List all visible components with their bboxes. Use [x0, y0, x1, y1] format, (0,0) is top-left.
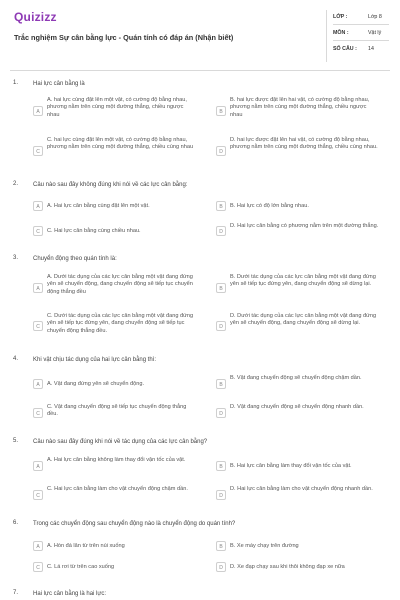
question-text: Khi vật chịu tác dụng của hai lực cân bằng thì:: [33, 357, 157, 363]
quizizz-logo: Quizizz: [14, 10, 57, 24]
option-text: B. Vật đang chuyển động sẽ chuyển động chậm dần.: [230, 375, 362, 381]
option-letter-b: B: [216, 461, 226, 471]
option-text: B. Dưới tác dụng của các lực cân bằng một vật đang đứng yên sẽ tiếp tục đứng yên, đang chuyển động sẽ dừng lại.: [230, 274, 376, 288]
question-number: 5.: [13, 438, 19, 444]
option-text: A. Hòn đá lăn từ trên núi xuống: [47, 543, 125, 549]
option-text: A. hai lực cùng đặt lên một vật, có cường độ bằng nhau, phương nằm trên cùng một đường thẳng, chiều ngược nhau: [47, 97, 187, 118]
option-letter-b: B: [216, 541, 226, 551]
question-text: Câu nào sau đây đúng khi nói về tác dụng của các lực cân bằng?: [33, 439, 208, 445]
option-letter-d: D: [216, 562, 226, 572]
question-text: Trong các chuyển động sau chuyển động nào là chuyển động do quán tính?: [33, 521, 236, 527]
question-number: 3.: [13, 255, 19, 261]
option-letter-a: A: [33, 106, 43, 116]
option-letter-c: C: [33, 562, 43, 572]
option-text: C. Hai lực cân bằng cùng chiều nhau.: [47, 228, 141, 234]
option-text: D. Dưới tác dụng của các lực cân bằng một vật đang đứng yên sẽ chuyển động, đang chuyển động sẽ dừng lại.: [230, 313, 377, 327]
question-number: 4.: [13, 356, 19, 362]
option-letter-c: C: [33, 146, 43, 156]
option-text: D. hai lực được đặt lên hai vật, có cường độ bằng nhau, phương nằm trên cùng một đường thẳng, chiều cùng nhau.: [230, 137, 378, 151]
option-letter-c: C: [33, 226, 43, 236]
question-number: 1.: [13, 80, 19, 86]
option-text: C. Lá rơi từ trên cao xuống: [47, 564, 115, 570]
option-letter-c: C: [33, 408, 43, 418]
question-text: Chuyển động theo quán tính là:: [33, 256, 117, 262]
meta-rule: [333, 40, 389, 41]
option-letter-b: B: [216, 283, 226, 293]
option-letter-d: D: [216, 490, 226, 500]
option-text: D. Xe đạp chạy sau khi thôi không đạp xe nữa: [230, 564, 345, 570]
option-letter-d: D: [216, 321, 226, 331]
option-text: B. Hai lực cân bằng làm thay đổi vận tốc của vật.: [230, 463, 352, 469]
option-letter-d: D: [216, 226, 226, 236]
option-letter-d: D: [216, 408, 226, 418]
option-text: C. Dưới tác dụng của các lực cân bằng một vật đang đứng yên sẽ tiếp tục đứng yên, đang chuyển động sẽ tiếp tục chuyển động thẳng đều.: [47, 313, 194, 334]
option-letter-a: A: [33, 283, 43, 293]
meta-key: SỐ CÂU :: [333, 46, 357, 52]
option-text: C. Vật đang chuyển động sẽ tiếp tục chuyển động thẳng đều.: [47, 404, 187, 418]
meta-rule: [333, 24, 389, 25]
option-letter-a: A: [33, 379, 43, 389]
option-letter-a: A: [33, 201, 43, 211]
option-letter-b: B: [216, 379, 226, 389]
option-letter-a: A: [33, 461, 43, 471]
meta-value: Vật lý: [368, 30, 382, 36]
option-text: A. Dưới tác dụng của các lực cân bằng một vật đang đứng yên sẽ chuyển động, đang chuyển động sẽ tiếp tục chuyển động thẳng đều: [47, 274, 193, 295]
question-number: 7.: [13, 590, 19, 596]
header-divider: [10, 70, 390, 71]
question-text: Câu nào sau đây không đúng khi nói về các lực cân bằng:: [33, 182, 188, 188]
worksheet-header: [0, 0, 400, 70]
worksheet-title: Trắc nghiệm Sự cân bằng lực - Quán tính có đáp án (Nhận biết): [14, 33, 234, 42]
option-text: C. hai lực cùng đặt lên một vật, có cường độ bằng nhau, phương nằm trên cùng một đường thẳng, chiều cùng nhau: [47, 137, 194, 151]
option-text: A. Hai lực cân bằng cùng đặt lên một vật.: [47, 203, 150, 209]
meta-value: Lớp 8: [368, 14, 382, 20]
question-text: Hai lực cân bằng là: [33, 81, 85, 87]
option-text: A. Hai lực cân bằng không làm thay đổi vận tốc của vật.: [47, 457, 186, 463]
option-text: A. Vật đang đứng yên sẽ chuyển động.: [47, 381, 145, 387]
meta-key: MÔN :: [333, 30, 349, 36]
option-letter-b: B: [216, 106, 226, 116]
option-text: D. Hai lực cân bằng làm cho vật chuyển động nhanh dần.: [230, 486, 373, 492]
question-number: 2.: [13, 181, 19, 187]
meta-key: LỚP :: [333, 14, 348, 20]
option-text: B. Xe máy chạy trên đường: [230, 543, 299, 549]
option-letter-d: D: [216, 146, 226, 156]
meta-value: 14: [368, 46, 374, 52]
option-text: D. Hai lực cân bằng có phương nằm trên một đường thẳng.: [230, 223, 379, 229]
option-text: B. hai lực được đặt lên hai vật, có cường độ bằng nhau, phương nằm trên cùng một đường thẳng, chiều ngược nhau: [230, 97, 370, 118]
meta-divider: [326, 10, 327, 62]
option-letter-a: A: [33, 541, 43, 551]
option-text: C. Hai lực cân bằng làm cho vật chuyển động chậm dần.: [47, 486, 188, 492]
option-text: B. Hai lực có độ lớn bằng nhau.: [230, 203, 309, 209]
option-text: D. Vật đang chuyển động sẽ chuyển động nhanh dần.: [230, 404, 364, 410]
option-letter-c: C: [33, 490, 43, 500]
option-letter-c: C: [33, 321, 43, 331]
question-number: 6.: [13, 520, 19, 526]
option-letter-b: B: [216, 201, 226, 211]
question-text: Hai lực cân bằng là hai lực:: [33, 591, 107, 597]
